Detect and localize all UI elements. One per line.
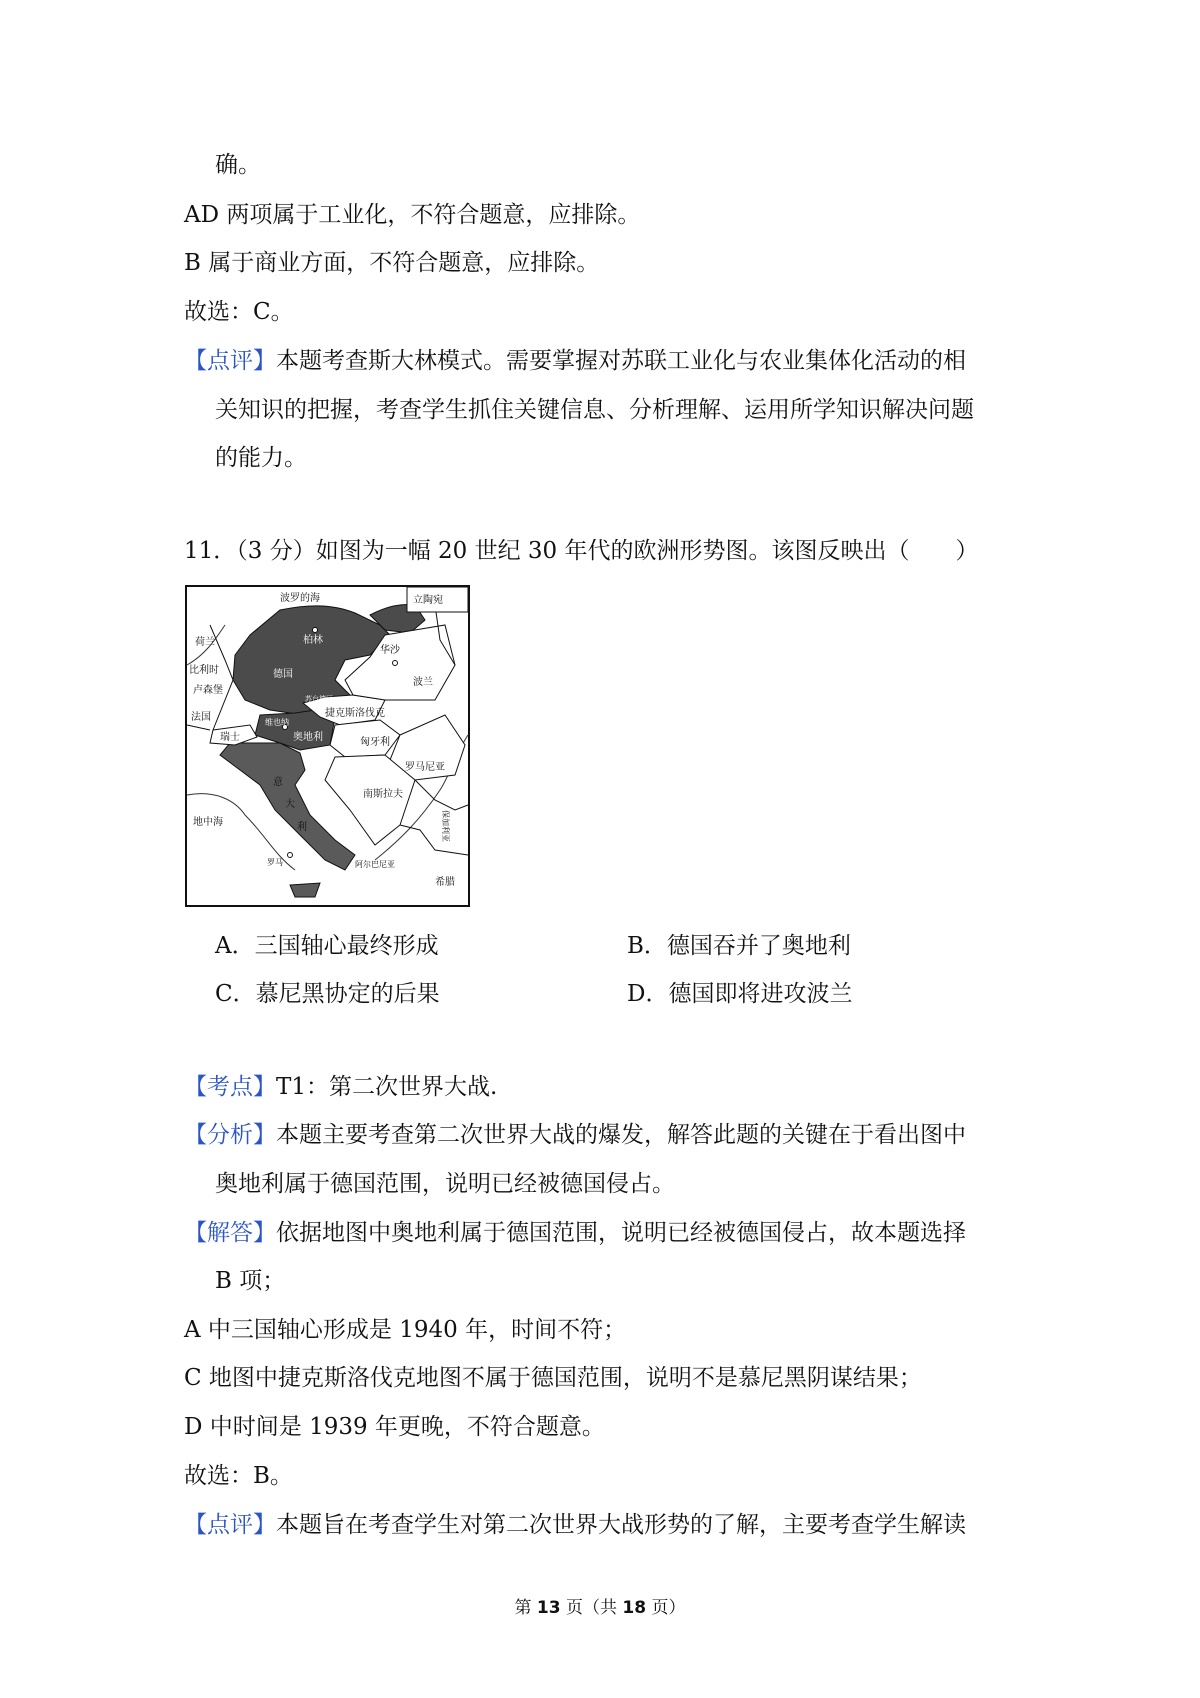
map-label: 比利时	[189, 665, 219, 676]
jieda-tag: 【解答】	[184, 1220, 276, 1246]
map-label: 罗马尼亚	[405, 762, 445, 773]
map-label: 意	[273, 777, 283, 788]
page-number: 13	[536, 1598, 561, 1618]
map-label: 卢森堡	[193, 685, 223, 696]
map-label: 立陶宛	[413, 595, 443, 606]
text-line: 故选：C。	[184, 299, 294, 325]
map-label: 维也纳	[265, 718, 289, 727]
text-line: AD 两项属于工业化，不符合题意，应排除。	[184, 202, 641, 228]
map-label: 瑞士	[220, 732, 240, 743]
fenxi-line	[184, 1120, 966, 1150]
map-label: 匈牙利	[360, 737, 390, 748]
map-label: 保加利亚	[441, 810, 450, 842]
map-label: 利	[297, 822, 307, 833]
jieda-text: 依据地图中奥地利属于德国范围，说明已经被德国侵占，故本题选择	[276, 1220, 966, 1246]
map-label: 波兰	[413, 677, 433, 688]
fenxi-tag: 【分析】	[184, 1122, 276, 1148]
text-line: C 地图中捷克斯洛伐克地图不属于德国范围，说明不是慕尼黑阴谋结果；	[184, 1365, 922, 1391]
text-line: B 属于商业方面，不符合题意，应排除。	[184, 250, 600, 276]
dianping-text: 本题旨在考查学生对第二次世界大战形势的了解，主要考查学生解读	[276, 1512, 966, 1538]
answer-line: 故选：B。	[184, 1463, 293, 1489]
map-label: 波罗的海	[280, 593, 320, 604]
map-label: 阿尔巴尼亚	[355, 860, 395, 869]
kaodian-text: T1：第二次世界大战.	[276, 1074, 498, 1100]
kaodian-line	[184, 1072, 497, 1102]
option-d[interactable]: D．德国即将进攻波兰	[627, 981, 853, 1007]
map-label: 德国	[273, 669, 293, 680]
map-label: 大	[285, 799, 295, 810]
text-line: 的能力。	[215, 445, 307, 471]
map-label: 捷克斯洛伐克	[325, 708, 385, 719]
map-label: 奥地利	[293, 732, 323, 743]
map-label: 柏林	[303, 635, 323, 646]
map-label: 荷兰	[195, 637, 215, 648]
review-paragraph	[184, 346, 966, 376]
question-stem: 11．（3 分）如图为一幅 20 世纪 30 年代的欧洲形势图。该图反映出（ ）	[184, 538, 979, 564]
dianping-tag: 【点评】	[184, 1512, 276, 1538]
europe-map	[185, 585, 470, 907]
jieda-line	[184, 1218, 966, 1248]
option-b[interactable]: B．德国吞并了奥地利	[627, 933, 851, 959]
text-line: 确。	[215, 152, 261, 178]
map-label: 法国	[191, 712, 211, 723]
fenxi-text: 本题主要考查第二次世界大战的爆发，解答此题的关键在于看出图中	[276, 1122, 966, 1148]
map-label: 苏台德区	[305, 695, 333, 703]
text-line: 奥地利属于德国范围，说明已经被德国侵占。	[215, 1171, 675, 1197]
text-line: B 项；	[215, 1268, 286, 1294]
kaodian-tag: 【考点】	[184, 1074, 276, 1100]
map-label: 罗马	[267, 858, 283, 867]
page-footer: 第 13 页（共 18 页）	[514, 1598, 686, 1618]
text-line: A 中三国轴心形成是 1940 年，时间不符；	[184, 1317, 627, 1343]
review-text: 本题考查斯大林模式。需要掌握对苏联工业化与农业集体化活动的相	[276, 348, 966, 374]
option-c[interactable]: C．慕尼黑协定的后果	[215, 981, 440, 1007]
dianping-line	[184, 1510, 966, 1540]
text-line: D 中时间是 1939 年更晚，不符合题意。	[184, 1414, 605, 1440]
map-label: 地中海	[193, 817, 223, 828]
map-label: 华沙	[380, 645, 400, 656]
map-label: 希腊	[435, 877, 455, 888]
option-a[interactable]: A．三国轴心最终形成	[215, 933, 439, 959]
review-tag: 【点评】	[184, 348, 276, 374]
page-total: 18	[622, 1598, 647, 1618]
text-line: 关知识的把握，考查学生抓住关键信息、分析理解、运用所学知识解决问题	[215, 397, 974, 423]
map-label: 南斯拉夫	[363, 789, 403, 800]
